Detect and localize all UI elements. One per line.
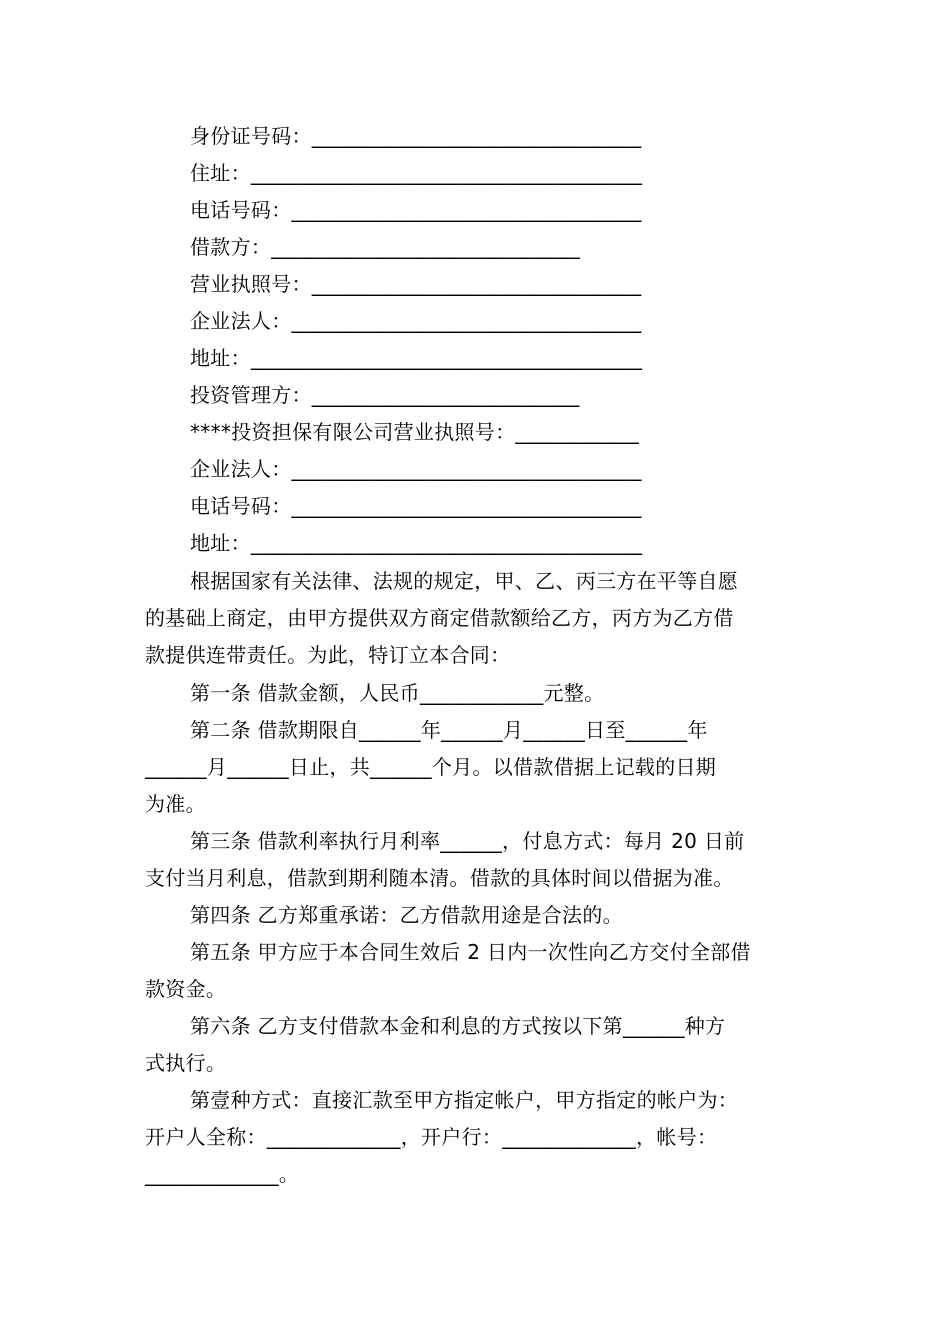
method-1-line-2: 开户人全称：_____________，开户行：_____________，帐号： <box>145 1125 718 1149</box>
article-6-line-1: 第六条 乙方支付借款本金和利息的方式按以下第______种方 <box>190 1014 726 1038</box>
article-5-line-1: 第五条 甲方应于本合同生效后 2 日内一次性向乙方交付全部借 <box>190 940 751 964</box>
article-3-line-2: 支付当月利息，借款到期利随本清。借款的具体时间以借据为准。 <box>145 866 734 890</box>
borrower-field: 借款方：______________________________ <box>190 235 581 259</box>
method-1-line-1: 第壹种方式：直接汇款至甲方指定帐户，甲方指定的帐户为： <box>190 1088 739 1112</box>
article-6-line-2: 式执行。 <box>145 1051 227 1075</box>
business-license-field: 营业执照号：________________________________ <box>190 272 642 296</box>
legal-person-field: 企业法人：__________________________________ <box>190 309 642 333</box>
guarantee-company-license-field: ****投资担保有限公司营业执照号：____________ <box>190 420 639 444</box>
article-5-line-2: 款资金。 <box>145 977 227 1001</box>
phone-field: 电话号码：__________________________________ <box>190 198 642 222</box>
preamble-line-2: 的基础上商定，由甲方提供双方商定借款额给乙方，丙方为乙方借 <box>145 606 734 630</box>
preamble-line-3: 款提供连带责任。为此，特订立本合同： <box>145 643 511 667</box>
article-2-line-1: 第二条 借款期限自______年______月______日至______年 <box>190 718 708 742</box>
article-2-line-2: ______月______日止，共______个月。以借款借据上记载的日期 <box>145 755 717 779</box>
address-field-2: 地址：______________________________________ <box>190 346 643 370</box>
article-3-line-1: 第三条 借款利率执行月利率______，付息方式：每月 20 日前 <box>190 829 745 853</box>
investment-manager-field: 投资管理方：__________________________ <box>190 383 580 407</box>
address-field-3: 地址：______________________________________ <box>190 531 643 555</box>
article-4: 第四条 乙方郑重承诺：乙方借款用途是合法的。 <box>190 903 623 927</box>
address-field: 住址：______________________________________ <box>190 161 643 185</box>
id-number-field: 身份证号码：________________________________ <box>190 124 642 148</box>
preamble-line-1: 根据国家有关法律、法规的规定，甲、乙、丙三方在平等自愿 <box>190 569 739 593</box>
phone-field-2: 电话号码：__________________________________ <box>190 494 642 518</box>
article-1: 第一条 借款金额，人民币____________元整。 <box>190 681 605 705</box>
method-1-line-3: _____________。 <box>145 1162 300 1186</box>
article-2-line-3: 为准。 <box>145 792 206 816</box>
legal-person-field-2: 企业法人：__________________________________ <box>190 457 642 481</box>
